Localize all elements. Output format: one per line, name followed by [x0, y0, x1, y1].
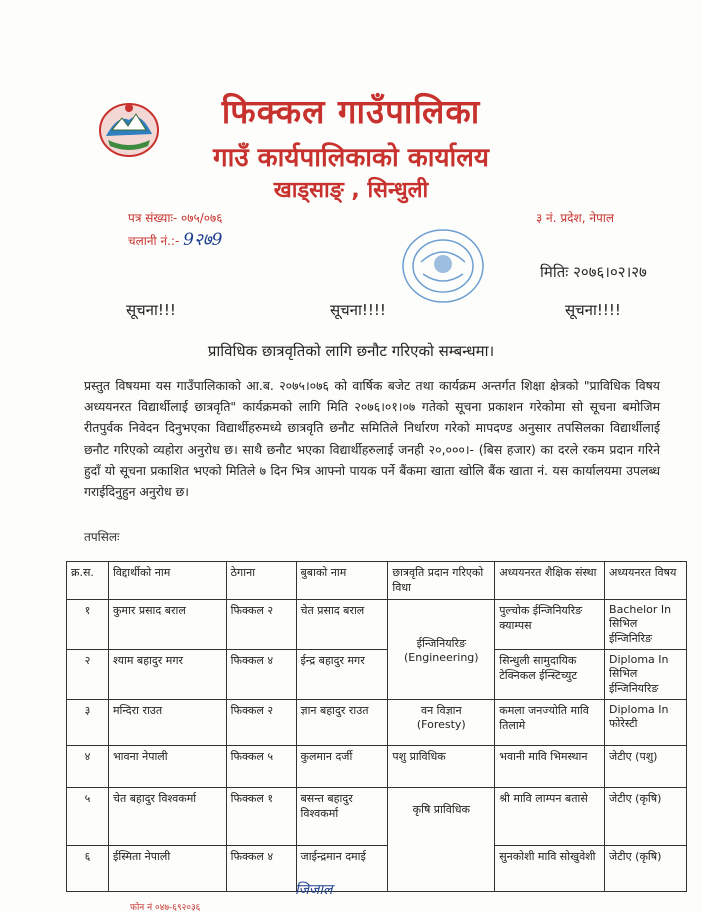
office-location: खाड्साङ् , सिन्धुली [273, 178, 429, 203]
header-father: बुबाको नाम [296, 562, 388, 600]
scholarship-table [66, 561, 687, 892]
cell-address: फिक्कल १ [226, 788, 296, 846]
cell-address: फिक्कल ४ [226, 650, 296, 700]
table-row [67, 700, 687, 746]
cell-address: फिक्कल २ [226, 700, 296, 746]
cell-sn: ४ [67, 746, 109, 788]
cell-vidha-krishi: कृषि प्राविधिक [388, 788, 495, 892]
office-stamp-icon [393, 222, 489, 310]
footer-signature: जिजाल [295, 882, 333, 898]
table-row [67, 846, 687, 892]
header-subject: अध्ययनरत विषय [605, 562, 687, 600]
header-sn: क्र.स. [67, 562, 109, 600]
cell-name: कुमार प्रसाद बराल [108, 600, 226, 650]
cell-subject: Diploma In फोरेस्टी [605, 700, 687, 746]
notice-heading-left: सूचना!!! [126, 301, 176, 319]
vidha-engineering: ईन्जिनियरिङ [416, 636, 466, 650]
header-institution: अध्ययनरत शैक्षिक संस्था [495, 562, 605, 600]
cell-institution: पुल्चोक ईन्जिनियरिङ क्याम्पस [495, 600, 605, 650]
cell-father: ज्ञान बहादुर राउत [296, 700, 388, 746]
patra-sankhya: पत्र संख्याः- ०७५/०७६ [128, 211, 223, 225]
header-name: विद्दार्थीको नाम [108, 562, 226, 600]
footer-phone: फोन नं ०४७-६९२०३६ [130, 903, 201, 913]
cell-sn: ५ [67, 788, 109, 846]
cell-vidha-pashu: पशु प्राविधिक [388, 746, 495, 788]
cell-father: कुलमान दर्जी [296, 746, 388, 788]
vidha-forestry: वन विज्ञान [420, 704, 462, 717]
cell-name: चेत बहादुर विश्वकर्मा [108, 788, 226, 846]
cell-sn: २ [67, 650, 109, 700]
notice-heading-right: सूचना!!!! [565, 301, 621, 319]
cell-subject: जेटीए (पशु) [605, 746, 687, 788]
vidha-engineering-en: (Engineering) [404, 650, 479, 664]
cell-name: भावना नेपाली [108, 746, 226, 788]
cell-institution: सिन्धुली सामुदायिक टेक्निकल ईन्स्टिच्युट [495, 650, 605, 700]
office-subtitle: गाउँ कार्यपालिकाको कार्यालय [213, 143, 489, 173]
cell-father: ईन्द्र बहादुर मगर [296, 650, 388, 700]
cell-subject: जेटीए (कृषि) [605, 846, 687, 892]
table-header-row [67, 562, 687, 600]
table-row [67, 600, 687, 650]
cell-name: ईस्मिता नेपाली [108, 846, 226, 892]
document-date: मितिः २०७६।०२।२७ [540, 263, 647, 281]
table-row [67, 650, 687, 700]
chalani-number [128, 227, 222, 250]
cell-address: फिक्कल ४ [226, 846, 296, 892]
cell-sn: १ [67, 600, 109, 650]
notice-subject: प्राविधिक छात्रवृतिको लागि छनौट गरिएको सम्बन्धमा। [207, 342, 495, 360]
cell-institution: श्री मावि लाम्पन बतासे [495, 788, 605, 846]
cell-address: फिक्कल ५ [226, 746, 296, 788]
cell-sn: ३ [67, 700, 109, 746]
cell-institution: कमला जनज्योति मावि तिलामे [495, 700, 605, 746]
header-vidha: छात्रवृति प्रदान गरिएको विधा [388, 562, 495, 600]
cell-father: चेत प्रसाद बराल [296, 600, 388, 650]
cell-sn: ६ [67, 846, 109, 892]
municipality-title: फिक्कल गाउँपालिका [221, 92, 481, 131]
cell-vidha-forestry [388, 700, 495, 746]
table-row [67, 788, 687, 846]
chalani-label: चलानी नं.:- [128, 234, 180, 248]
chalani-handwritten: 9२७9 [183, 230, 223, 250]
cell-subject: जेटीए (कृषि) [605, 788, 687, 846]
cell-father: जाईन्द्रमान दमाई [296, 846, 388, 892]
cell-institution: भवानी मावि भिमस्थान [495, 746, 605, 788]
notice-body: प्रस्तुत विषयमा यस गाउँपालिकाको आ.ब. २०७५।०७६ को वार्षिक बजेट तथा कार्यक्रम अन्तर्गत शिक्षा क्षेत्रको "प्राविधिक विषय अध्ययनरत विद्यार्थीलाई छात्रवृति" कार्यक्रमको लागि मिति २०७६।०१।०७ गतेको सूचना प्रकाशन गरेकोमा सो सूचना बमोजिम रीतपुर्वक निवेदन दिनुभएका विद्यार्थीहरुमध्ये छात्रवृति छनौट समितिले निर्धारण गरेको मापदण्ड अनुसार तपसिलका विद्यार्थीलाई छनौट गरिएको व्यहोरा अनुरोध छ। साथै छनौट भएका विद्यार्थीहरुलाई जनही २०,०००।- (बिस हजार) का दरले रकम प्रदान गरिने हुदाँ यो सूचना प्रकाशित भएको मितिले ७ दिन भित्र आफ्नो पायक पर्ने बैंकमा खाता खोलि बैंक खाता नं. यस कार्यालयमा उपलब्ध गराईदिनुहुन अनुरोध छ। [84, 378, 660, 500]
notice-heading-center: सूचना!!!! [330, 301, 386, 319]
table-row [67, 746, 687, 788]
cell-vidha-engineering [388, 600, 495, 700]
cell-name: मन्दिरा राउत [108, 700, 226, 746]
vidha-forestry-en: (Foresty) [416, 718, 466, 731]
cell-institution: सुनकोशी मावि सोखुवेशी [495, 846, 605, 892]
cell-subject: Bachelor In सिभिल ईन्जिनिरिङ [605, 600, 687, 650]
tapsil-label: तपसिलः [84, 530, 120, 544]
cell-name: श्याम बहादुर मगर [108, 650, 226, 700]
cell-address: फिक्कल २ [226, 600, 296, 650]
header-address: ठेगाना [226, 562, 296, 600]
cell-father: बसन्त बहादुर विश्वकर्मा [296, 788, 388, 846]
province-label: ३ नं. प्रदेश, नेपाल [536, 211, 615, 225]
cell-subject: Diploma In सिभिल ईन्जिनियरिङ [605, 650, 687, 700]
